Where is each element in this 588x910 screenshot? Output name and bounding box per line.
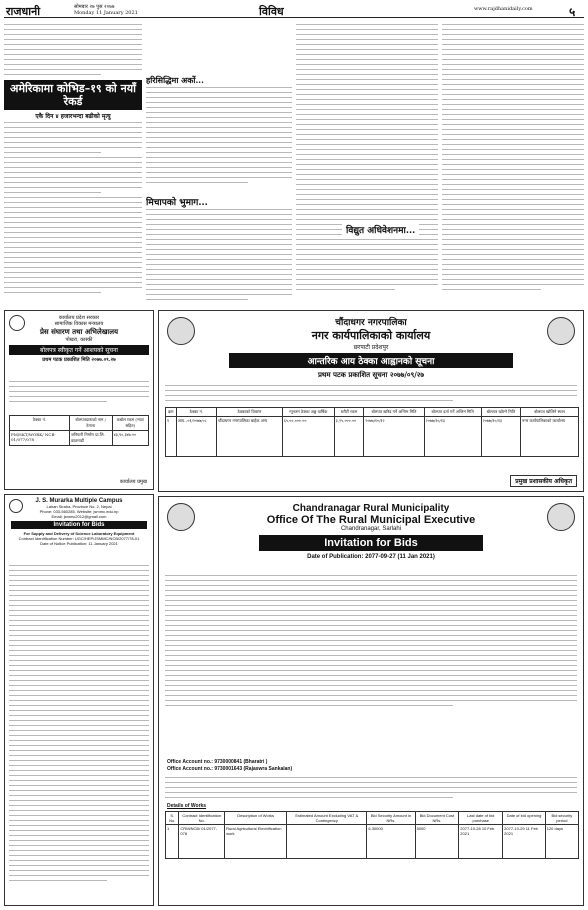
- th: बोलपत्र दर्ता गर्ने अन्तिम मिति: [424, 408, 481, 417]
- lead-headline: अमेरिकामा कोभिड–१९ को नयाँ रेकर्ड: [4, 80, 142, 110]
- campus-for: For Supply and Delivery of Science Laboratory Equipment: [23, 531, 135, 536]
- campus-name: J. S. Murarka Multiple Campus: [35, 498, 123, 504]
- col1-top: [4, 22, 142, 77]
- np-org-1: चौंदाधगर नगरपालिका: [335, 318, 407, 328]
- td: २०७७/१०/१२: [364, 417, 424, 457]
- td: Rural Agricultural Electrification work: [225, 825, 287, 859]
- notice-title: बोलपत्र स्वीकृत गर्ने आशयको सूचना: [9, 345, 149, 355]
- campus-notice-date: Date of Notice Publication: 11 January 2021: [40, 541, 118, 546]
- notice-table: [9, 415, 149, 446]
- en-pubdate: Date of Publication: 2077-09-27 (11 Jan 2021): [307, 554, 435, 560]
- td: चौंदाधगर नगरपालिका बाहेक अन्य: [217, 417, 283, 457]
- np-sign: प्रमुख प्रशासकीय अधिकृत: [510, 475, 577, 487]
- th: Bid Security Amount in NRs.: [367, 812, 415, 825]
- municipal-logo-icon: [167, 503, 195, 531]
- emblem-icon: [9, 315, 25, 331]
- lead-subhead: एकै दिन ४ हजारभन्दा बढीको मृत्यु: [35, 113, 111, 120]
- municipal-bid-notice-en: [158, 496, 584, 906]
- column-2: [146, 75, 292, 305]
- th: Date of bid opening: [503, 812, 546, 825]
- th: Bid security period: [545, 812, 578, 825]
- col2-title-2: मिचापको भुमाग...: [146, 198, 208, 208]
- td: 120 days: [545, 825, 578, 859]
- th: ठेक्काको विवरण: [217, 408, 283, 417]
- date-english: Monday 11 January 2021: [74, 10, 138, 16]
- campus-banner: Invitation for Bids: [11, 521, 147, 529]
- th: ठेक्का नं.: [176, 408, 216, 417]
- td: [287, 825, 367, 859]
- en-place: Chandranagar, Sarlahi: [340, 526, 402, 532]
- td: ६५,००,०००.००: [282, 417, 334, 457]
- nepal-emblem-icon: [547, 317, 575, 345]
- td: CRM/NCB/ 01/2077-078: [179, 825, 225, 859]
- col2-title-1: हरिसिद्धिमा अर्को...: [146, 75, 204, 85]
- municipal-bid-notice-np: [158, 310, 584, 492]
- td: 2077-10-29 11 Feb 2021: [503, 825, 546, 859]
- notice-place: पोखरा, कास्की: [65, 337, 93, 343]
- td: २०७७/१०/१३: [481, 417, 520, 457]
- notice-office-2: सामाजिक विकास मन्त्रालय: [54, 321, 104, 327]
- campus-email: Email: jsmmc2012@gmail.com: [51, 514, 107, 519]
- td: २०७७/१०/१३: [424, 417, 481, 457]
- masthead: राजधानी: [6, 5, 41, 18]
- td: 2077-10-28 10 Feb 2021: [459, 825, 503, 859]
- td: जनियारी निर्माण प्रा.लि. काठमाडौं: [69, 431, 112, 446]
- notice-pubdate: प्रथम पटक प्रकाशित मिति २०७७.०९.२७: [42, 357, 116, 363]
- details-heading: Details of Works: [167, 803, 207, 809]
- np-bid-table: [165, 407, 579, 457]
- site-url[interactable]: www.rajdhanidaily.com: [474, 6, 533, 12]
- th: Description of Works: [225, 812, 287, 825]
- th: Contract Identification No.: [179, 812, 225, 825]
- lead-story: [4, 80, 142, 305]
- notice-org: प्रेस संघारण तथा अभिलेखालय: [39, 327, 119, 336]
- th: बोलपत्र खरिद गर्ने अन्तिम मिति: [364, 408, 424, 417]
- th: S. No.: [166, 812, 179, 825]
- td: १: [166, 417, 177, 457]
- th: Bid Document Cost NRs.: [415, 812, 459, 825]
- th: बोलपत्र खोलिने स्थान: [521, 408, 579, 417]
- th: बोलपत्र खोल्ने मिति: [481, 408, 520, 417]
- section-title: विविध: [259, 5, 284, 18]
- page-header: [4, 4, 584, 18]
- campus-bid-notice: [4, 494, 154, 906]
- np-title: आन्तरिक आय ठेक्का आह्वानको सूचना: [229, 353, 513, 368]
- th: Last date of bid purchase: [459, 812, 503, 825]
- en-banner: Invitation for Bids: [259, 535, 483, 551]
- td: 1: [166, 825, 179, 859]
- en-org-2: Office Of The Rural Municipal Executive: [266, 514, 476, 526]
- campus-phone: Phone: 033-560285, Website: jsmmc.edu.np: [39, 509, 119, 514]
- campus-contract: Contract Identification Number: UGC/HEP/JSMMC/NCB/2077/78-01: [18, 536, 140, 541]
- notice-office-1: कार्यालय प्रदेश सरकार: [58, 315, 100, 321]
- th: Estimated Amount Excluding VAT & Contingency: [287, 812, 367, 825]
- column-3: [296, 22, 438, 305]
- th: क्रम: [166, 408, 177, 417]
- column-4: [442, 22, 584, 305]
- np-place: छरपाटी प्रदेशपुर: [353, 344, 389, 351]
- td: 6.30000: [367, 825, 415, 859]
- th: ठेक्का नं.: [10, 416, 70, 431]
- td: ३,२५,०००.००: [334, 417, 364, 457]
- notice-press: [4, 310, 154, 490]
- campus-logo-icon: [9, 499, 23, 513]
- date-nepali: सोमबार २७ पुस २०७७: [74, 4, 115, 10]
- nepal-flag-icon: [547, 503, 575, 531]
- np-pub: प्रथम पटक प्रकाशित सूचना २०७७/०९/२७: [317, 370, 425, 379]
- office-account-1: Office Account no.: 9730000841 (Bharatri ): [167, 759, 268, 765]
- td: PM/SKT/WORK/ NCB-01/077/078: [10, 431, 70, 446]
- notice-sign: कार्यालय प्रमुख: [119, 479, 147, 485]
- th: बोलपत्रदाताको नाम / ठेगाना: [69, 416, 112, 431]
- campus-address: Lahan Siraha, Province No. 2, Nepal: [46, 504, 112, 509]
- td: 5000: [415, 825, 459, 859]
- page-number: ५: [569, 5, 576, 19]
- lead-body-text: [4, 122, 142, 297]
- en-org-1: Chandranagar Rural Municipality: [292, 503, 450, 514]
- en-bid-table: [165, 811, 579, 859]
- th: कबोल रकम (भ्याट सहित): [112, 416, 148, 431]
- td: ४३,९०,३४७.००: [112, 431, 148, 446]
- office-account-2: Office Account no.: 9730001643 (Rajaswra Sankalan): [167, 766, 293, 772]
- municipal-emblem-icon: [167, 317, 195, 345]
- td: आय.–०१/२०७७/०८: [176, 417, 216, 457]
- th: धरौटी रकम: [334, 408, 364, 417]
- td: नगर कार्यपालिकाको कार्यालय: [521, 417, 579, 457]
- issue-date: [74, 4, 138, 16]
- th: न्यूनतम ठेक्का अङ्क वार्षिक: [282, 408, 334, 417]
- np-org-2: नगर कार्यपालिकाको कार्यालय: [311, 329, 431, 342]
- col4-title: विद्युत अधिवेशनमा...: [342, 222, 419, 237]
